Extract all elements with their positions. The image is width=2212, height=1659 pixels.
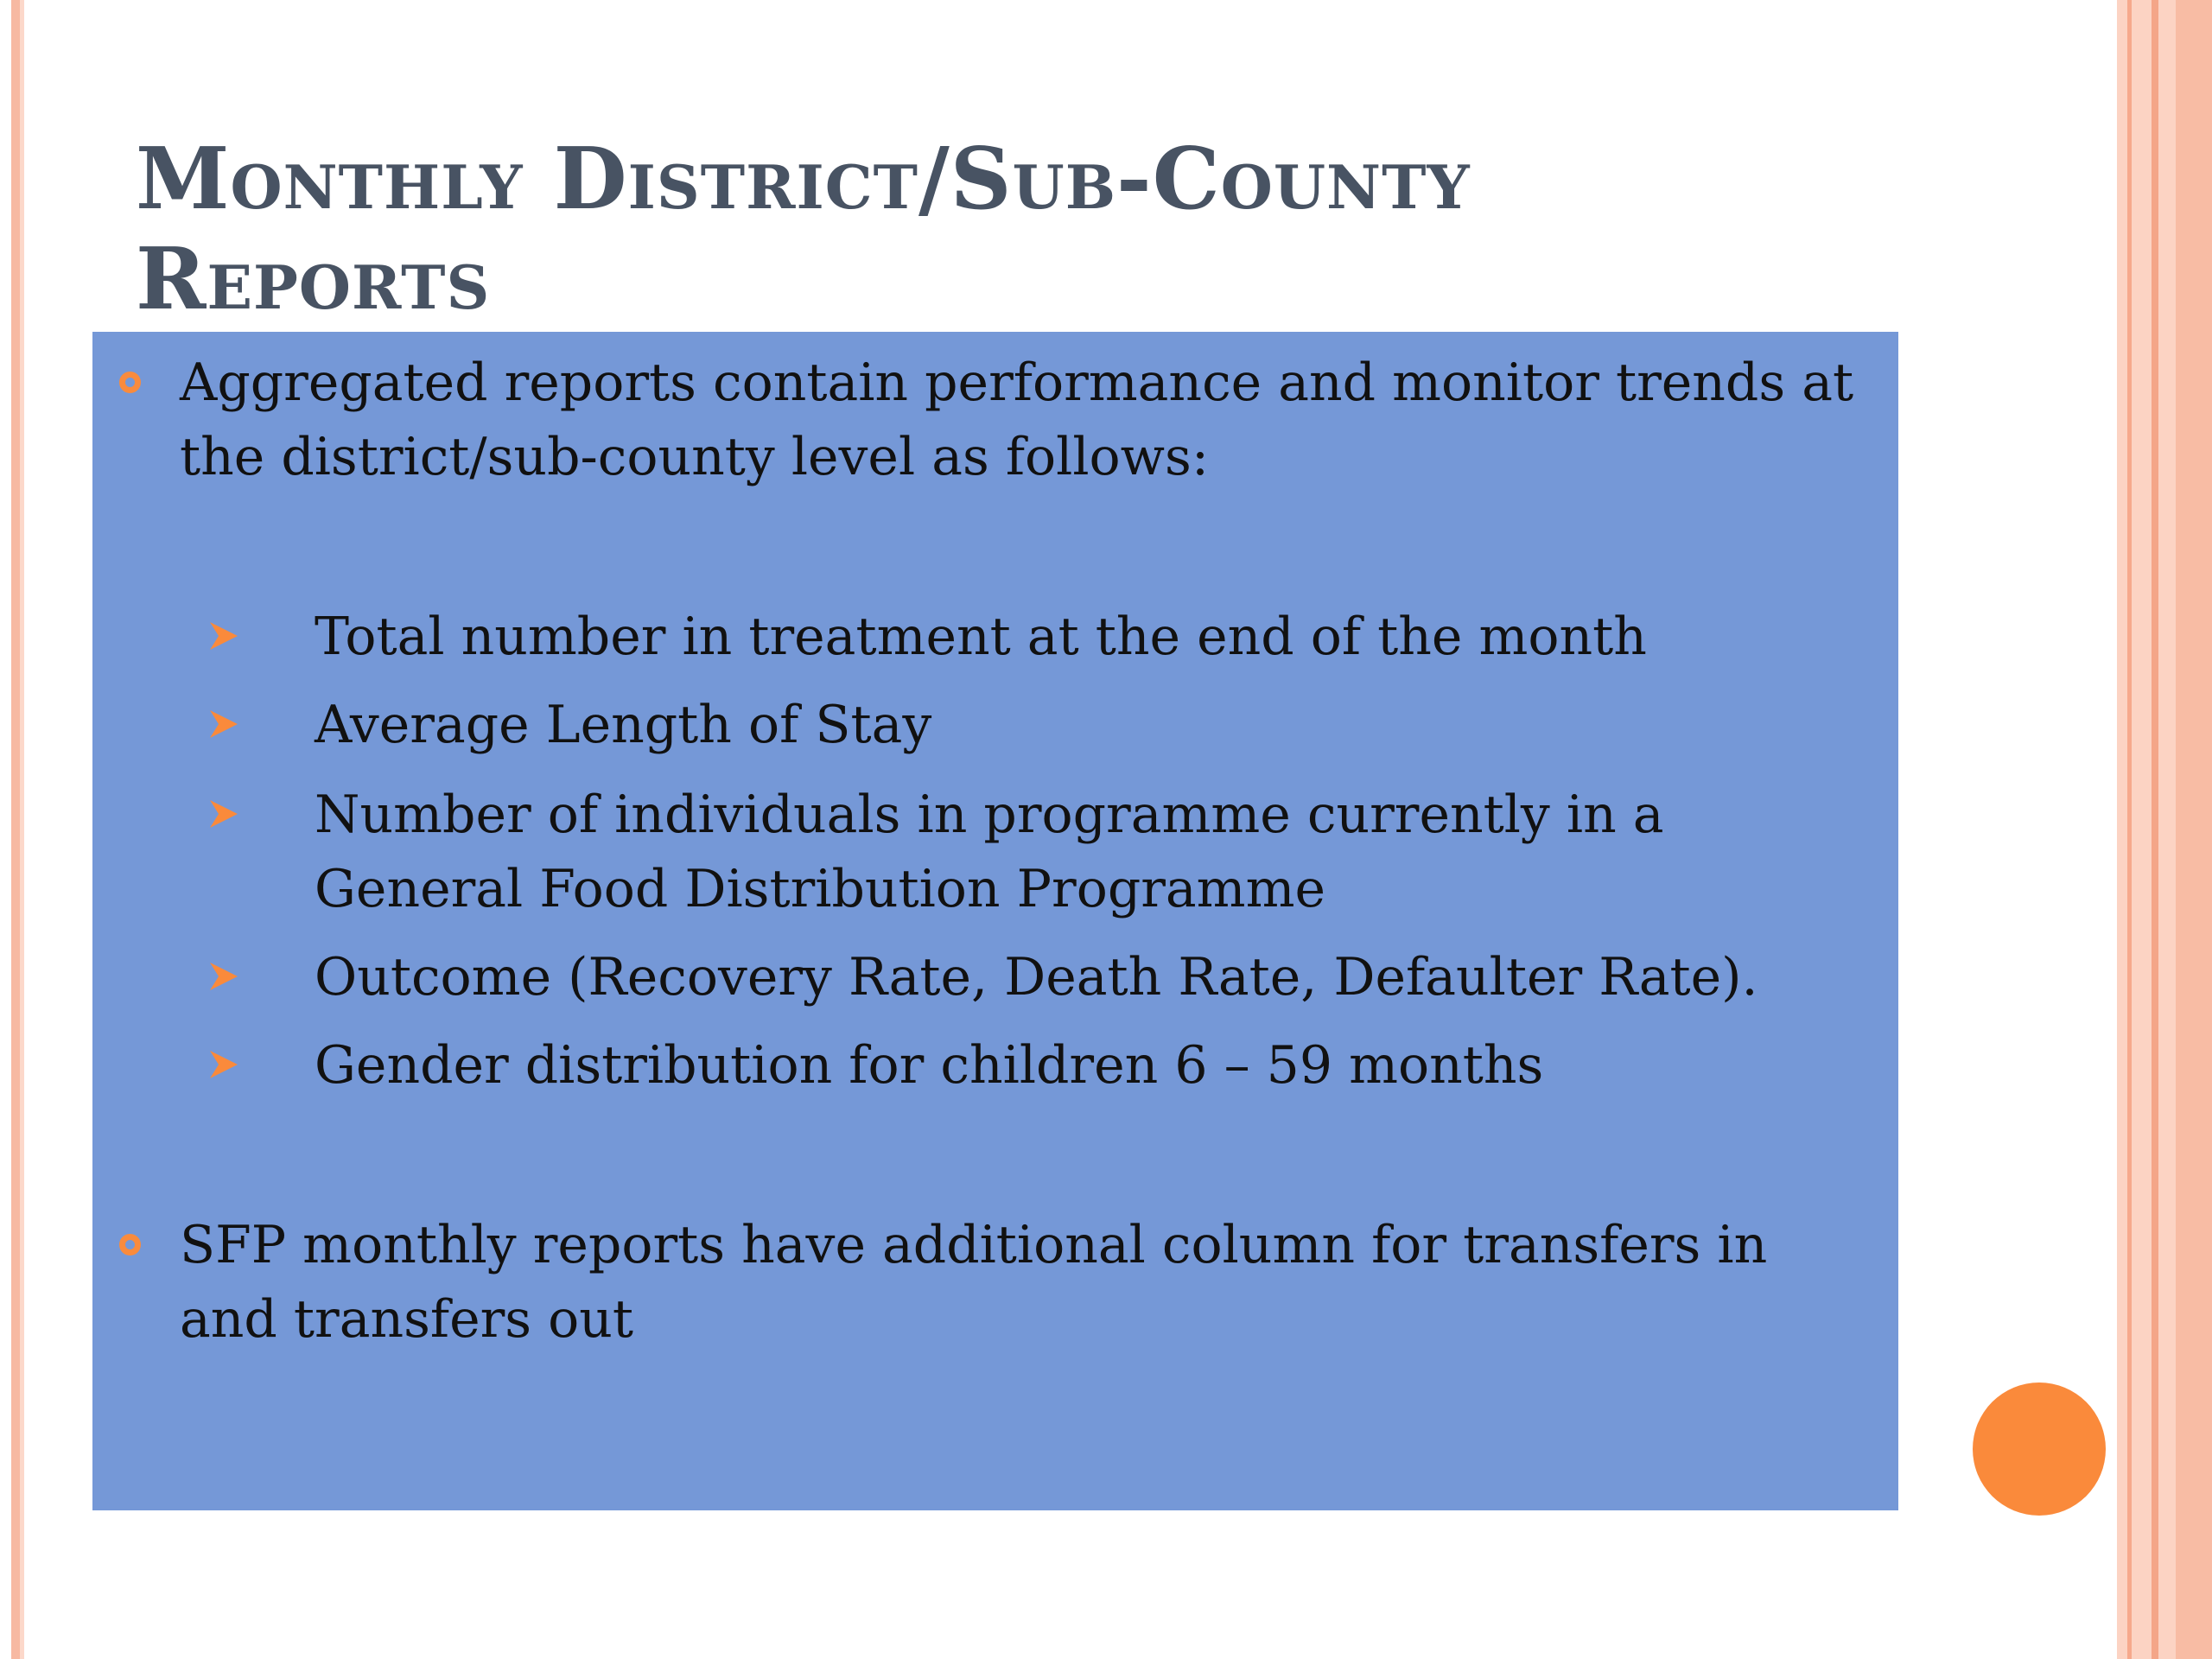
bullet-item xyxy=(180,346,1865,494)
right-border-stripe xyxy=(2152,0,2158,1659)
sub-bullet-text: Average Length of Stay xyxy=(315,695,932,755)
arrowhead-icon xyxy=(207,1047,241,1082)
left-border-stripe xyxy=(11,0,20,1659)
sub-bullet-item xyxy=(315,600,1878,674)
right-border-stripe xyxy=(2132,0,2152,1659)
right-border-stripe xyxy=(2117,0,2127,1659)
bullet-text: Aggregated reports contain performance and monitor trends at the district/sub-county level as follows: xyxy=(180,353,1854,487)
arrowhead-icon xyxy=(207,959,241,994)
arrowhead-icon xyxy=(207,707,241,741)
hollow-circle-icon xyxy=(119,1234,141,1255)
sub-bullet-text: Gender distribution for children 6 – 59 months xyxy=(315,1035,1544,1096)
sub-bullet-text: Outcome (Recovery Rate, Death Rate, Defaulter Rate). xyxy=(315,947,1758,1007)
left-border-stripe-light xyxy=(20,0,24,1659)
arrowhead-icon xyxy=(207,619,241,653)
right-border-stripe xyxy=(2158,0,2176,1659)
arrowhead-icon xyxy=(207,797,241,831)
sub-bullet-text: Total number in treatment at the end of the month xyxy=(315,607,1647,667)
sub-bullet-item xyxy=(315,688,1878,762)
sub-bullet-text: Number of individuals in programme currently in a General Food Distribution Programme xyxy=(315,785,1664,919)
sub-bullet-item xyxy=(315,940,1878,1014)
decorative-circle xyxy=(1973,1382,2106,1516)
sub-bullet-item xyxy=(315,1028,1878,1103)
slide-title: Monthly District/Sub-County Reports xyxy=(136,130,1471,329)
sub-bullet-item xyxy=(315,778,1878,926)
hollow-circle-icon xyxy=(119,372,141,393)
right-border-stripe xyxy=(2176,0,2212,1659)
bullet-text: SFP monthly reports have additional column for transfers in and transfers out xyxy=(180,1215,1768,1350)
bullet-item xyxy=(180,1208,1865,1357)
